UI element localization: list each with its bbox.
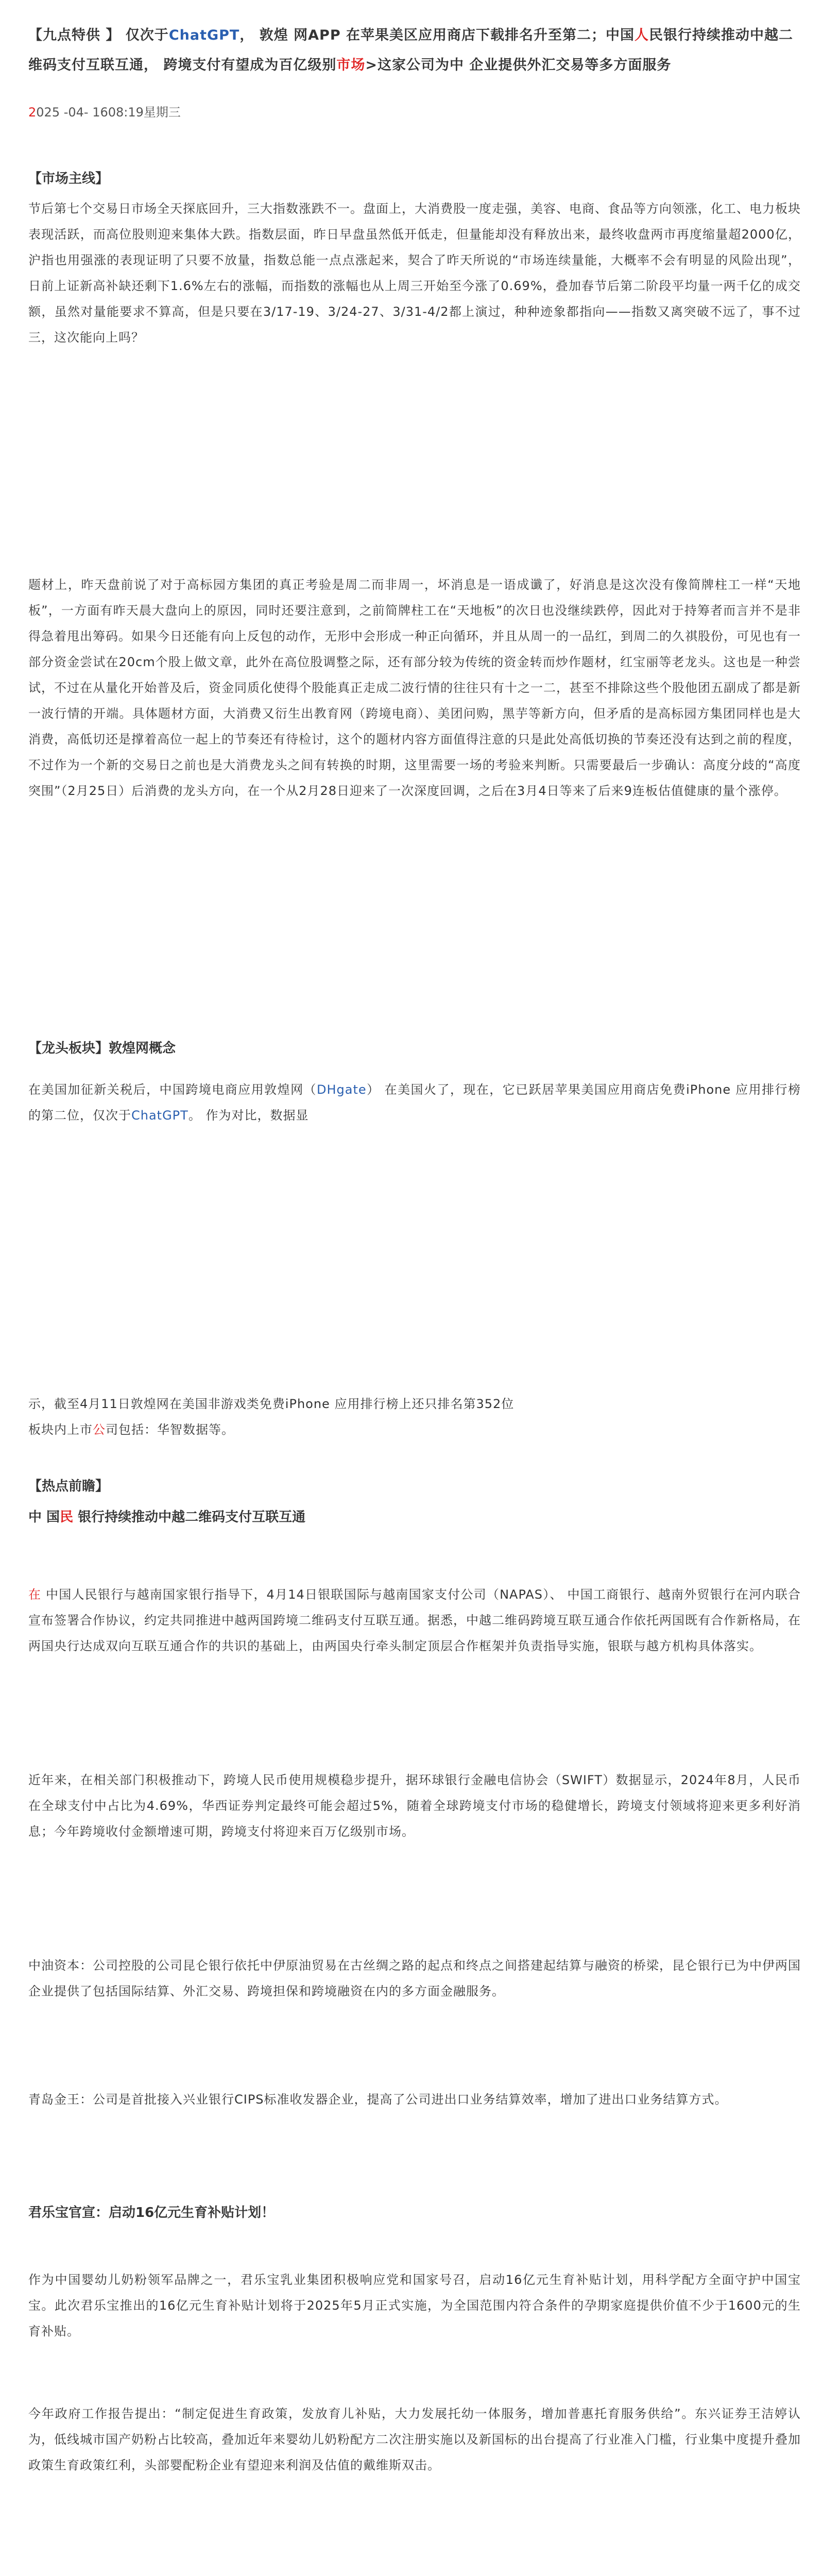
section-heading-hot: 【热点前瞻】	[28, 1479, 109, 1494]
theme-paragraph: 题材上，昨天盘前说了对于高标园方集团的真正考验是周二而非周一，坏消息是一语成谶了，好消息是这次没有像简牌柱工一样“天地板”，一方面有昨天晨大盘向上的原因，同时还要注意到，之前简牌柱工在“天地板”的次日也没继续跌停，因此对于持筹者而言并不是非得急着甩出筹码。如果今日还能有向上反包的动作，无形中会形成一种正向循环，并且从周一的一品红，到周二的久祺股份，可见也有一部分资金尝试在20cm个股上做文章，此外在高位股调整之际，还有部分较为传统的资金转而炒作题材，红宝丽等老龙头。这也是一种尝试，不过在从量化开始普及后，资金同质化使得个股能真正走成二波行情的往往只有十之一二，甚至不排除这些个股他团五副成了都是新一波行情的开端。具体题材方面，大消费又衍生出教育网（跨境电商）、美团问购，黑芋等新方向，但矛盾的是高标园方集团同样也是大消费，高低切还是撑着高位一起上的节奏还有待检讨，这个的题材内容方面值得注意的只是此处高低切换的节奏还没有达到之前的程度，不过作为一个新的交易日之前也是大消费龙头之间有转换的时期，这里需要一场的考验来判断。只需要最后一步确认：高度分歧的“高度突围”（2月25日）后消费的龙头方向，在一个从2月28日迎来了一次深度回调，之后在3月4日等来了后来9连板估值健康的量个涨停。	[28, 578, 801, 798]
text-run: 在美国加征新关税后，中国跨境电商应用敦煌网（	[28, 1082, 317, 1097]
text-run: 民银行持续推动中越二维码支付互联互通， 跨境支付有望成为百亿级别	[28, 27, 794, 73]
text-run: ChatGPT	[168, 27, 240, 43]
hot-paragraph-3: 中油资本：公司控股的公司昆仑银行依托中伊原油贸易在古丝绸之路的起点和终点之间搭建起结算与融资的桥梁，昆仑银行已为中伊两国企业提供了包括国际结算、外汇交易、跨境担保和跨境融资在内的多方面金融服务。	[28, 1958, 801, 1998]
text-run: ChatGPT	[131, 1108, 188, 1123]
article-title	[28, 21, 801, 80]
hot-paragraph-1	[28, 1582, 801, 1659]
leader-stocks	[28, 1417, 801, 1443]
text-run: 市场	[336, 57, 366, 73]
text-run: 公	[93, 1422, 106, 1437]
leader-paragraph	[28, 1077, 801, 1128]
text-run: 仅次于	[125, 27, 169, 43]
market-review-paragraph: 节后第七个交易日市场全天探底回升，三大指数涨跌不一。盘面上，大消费股一度走强，美容、电商、食品等方向领涨，化工、电力板块表现活跃，而高位股则迎来集体大跌。指数层面，昨日早盘虽然低开低走，但量能却没有释放出来，最终收盘两市再度缩量超2000亿，沪指也用强涨的表现证明了只要不放量，指数总能一点点涨起来，契合了昨天所说的“市场连续量能，大概率不会有明显的风险出现”，日前上证新高补缺还剩下1.6%左右的涨幅，而指数的涨幅也从上周三开始至今涨了0.69%，叠加春节后第二阶段平均量一两千亿的成交额，虽然对量能要求不算高，但是只要在3/17-19、3/24-27、3/31-4/2都上演过，种种迹象都指向——指数又离突破不远了，事不过三，这次能向上吗？	[28, 201, 801, 345]
hot-paragraph-6: 今年政府工作报告提出：“制定促进生育政策，发放育儿补贴，大力发展托幼一体服务，增加普惠托育服务供给”。东兴证券王洁婷认为，低线城市国产奶粉占比较高，叠加近年来婴幼儿奶粉配方二次注册实施以及新国标的出台提高了行业准入门槛，行业集中度提升叠加政策生育政策红利，头部婴配粉企业有望迎来利润及估值的戴维斯双击。	[28, 2406, 801, 2472]
section-heading-market: 【市场主线】	[28, 171, 109, 187]
text-run: 司包括：华智数据等。	[106, 1422, 234, 1437]
text-run: 在	[28, 1587, 42, 1602]
text-run: 中 国	[28, 1510, 60, 1525]
text-run: 银行持续推动中越二维码支付互联互通	[73, 1510, 306, 1525]
article-date: 2025 -04- 1608:19星期三	[28, 105, 181, 120]
text-run: 【九点特供 】	[28, 27, 126, 43]
text-run: >这家公司为中 企业提供外汇交易等多方面服务	[365, 57, 672, 73]
hot-paragraph-4: 青岛金王：公司是首批接入兴业银行CIPS标准收发器企业，提高了公司进出口业务结算效率，增加了进出口业务结算方式。	[28, 2092, 728, 2107]
leader-paragraph-continued: 示，截至4月11日敦煌网在美国非游戏类免费iPhone 应用排行榜上还只排名第352位	[28, 1397, 515, 1411]
section-heading-leader: 【龙头板块】敦煌网概念	[28, 1041, 176, 1056]
text-run: 中国人民银行与越南国家银行指导下，4月14日银联国际与越南国家支付公司（NAPAS）、 中国工商银行、越南外贸银行在河内联合宣布签署合作协议，约定共同推进中越两国跨境二维码支付互联互通。据悉，中越二维码跨境互联互通合作依托两国既有合作新格局，在两国央行达成双向互联互通合作的共识的基础上，由两国央行牵头制定顶层合作框架并负责指导实施，银联与越方机构具体落实。	[28, 1587, 801, 1653]
hot-title	[28, 1504, 801, 1530]
text-run: 民	[60, 1510, 74, 1525]
text-run: DHgate	[317, 1082, 367, 1097]
text-run: 。 作为对比，数据显	[188, 1108, 309, 1123]
hot-paragraph-2: 近年来，在相关部门积极推动下，跨境人民币使用规模稳步提升，据环球银行金融电信协会（SWIFT）数据显示，2024年8月，人民币在全球支付中占比为4.69%，华西证券判定最终可能会超过5%，随着全球跨境支付市场的稳健增长，跨境支付领域将迎来更多利好消息；今年跨境收付金额增速可期，跨境支付将迎来百万亿级别市场。	[28, 1773, 801, 1839]
hot-title-2: 君乐宝官宣：启动16亿元生育补贴计划！	[28, 2205, 275, 2221]
hot-paragraph-5: 作为中国婴幼儿奶粉领军品牌之一，君乐宝乳业集团积极响应党和国家号召，启动16亿元生育补贴计划，用科学配方全面守护中国宝宝。此次君乐宝推出的16亿元生育补贴计划将于2025年5月正式实施，为全国范围内符合条件的孕期家庭提供价值不少于1600元的生育补贴。	[28, 2273, 801, 2338]
text-run: 人	[635, 27, 649, 43]
text-run: ） 在美国火了，现在，它已跃居苹果美国应用商店免费iPhone 应用排行榜的第二位，仅次于	[28, 1082, 801, 1123]
text-run: 板块内上市	[28, 1422, 93, 1437]
text-run: ， 敦煌 网APP 在苹果美区应用商店下载排名升至第二；中国	[239, 27, 635, 43]
